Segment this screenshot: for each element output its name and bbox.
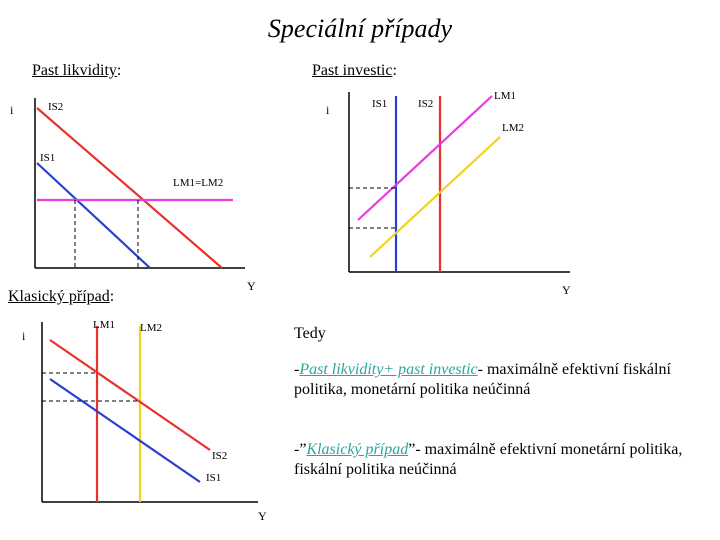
text-fragment: - (294, 361, 300, 378)
is1-label: IS1 (206, 472, 222, 484)
lm2-label: LM2 (140, 322, 162, 334)
lm-label: LM1=LM2 (173, 177, 224, 189)
lm1-curve (358, 96, 492, 220)
colon: : (116, 62, 122, 79)
highlight-link-past[interactable]: Past likvidity+ past investic (299, 361, 478, 378)
text-fragment: - maximálně efektivní fiskální politika, monetární politika neúčinná (294, 361, 671, 398)
highlight-link-klasicky[interactable]: Klasický případ (306, 441, 409, 458)
lm1-label: LM1 (93, 319, 115, 331)
is2-label: IS2 (212, 450, 228, 462)
colon: : (392, 62, 397, 79)
y-axis-label: i (22, 329, 26, 343)
is1-label: IS1 (372, 98, 388, 110)
x-axis-label: Y (258, 509, 267, 523)
y-axis-label: i (326, 103, 330, 117)
text-paragraph-2 (294, 440, 694, 480)
text-paragraph-1 (294, 360, 694, 400)
lm1-label: LM1 (494, 90, 516, 102)
is1-curve (50, 379, 200, 482)
text-fragment: - maximálně efektivní monetární politika, fiskální politika neúčinná (294, 441, 683, 478)
text-tedy: Tedy (294, 325, 326, 342)
is1-label: IS1 (40, 152, 56, 164)
section-title: Past likvidity (32, 62, 117, 79)
is2-label: IS2 (418, 98, 434, 110)
graph-klasicky (22, 319, 267, 523)
text-fragment: -” (294, 441, 307, 458)
graph-past-likvidity (10, 98, 256, 293)
x-axis-label: Y (562, 283, 571, 297)
y-axis-label: i (10, 103, 14, 117)
lm2-curve (370, 137, 500, 257)
page-title: Speciální případy (267, 14, 453, 43)
x-axis-label: Y (247, 279, 256, 293)
section-title: Klasický případ (8, 288, 110, 305)
is2-label: IS2 (48, 101, 64, 113)
colon: : (109, 288, 115, 305)
section-title: Past investic (312, 62, 393, 79)
text-fragment: ” (408, 441, 416, 458)
lm2-label: LM2 (502, 122, 524, 134)
graph-past-investic (326, 90, 571, 297)
is1-curve (37, 163, 150, 268)
